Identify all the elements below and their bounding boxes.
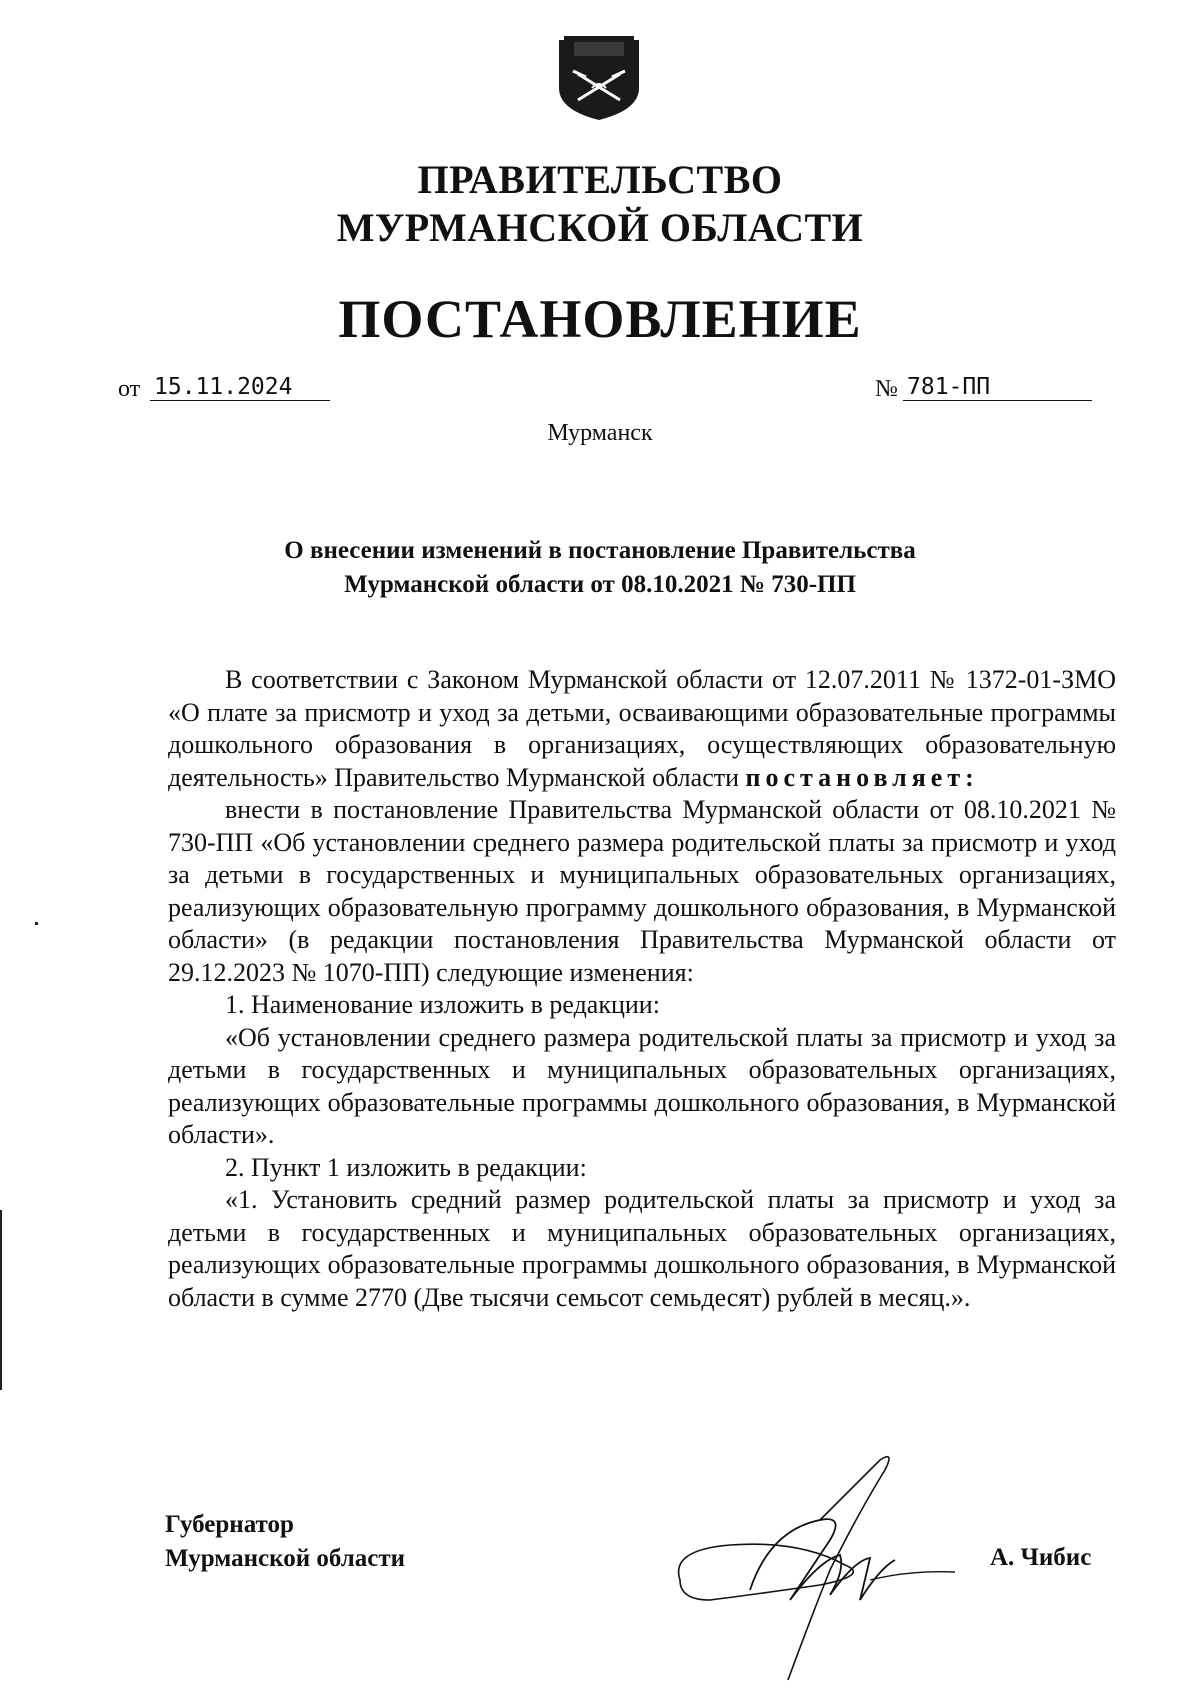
subject-line2: Мурманской области от 08.10.2021 № 730-ПП: [344, 571, 856, 598]
paragraph-item-2-text: «1. Установить средний размер родительской платы за присмотр и уход за детьми в государственных и муниципальных образовательных организациях, реализующих образовательные программы дошкольного образования, в Мурманской области в сумме 2770 (Две тысячи семьсот семьдесят) рублей в месяц.».: [168, 1185, 1116, 1312]
paragraph-amendment: внести в постановление Правительства Мурманской области от 08.10.2021 № 730-ПП «Об установлении среднего размера родительской платы за присмотр и уход за детьми в государственных и муниципальных образовательных организациях, реализующих образовательную программу дошкольного образования, в Мурманской области» (в редакции постановления Правительства Мурманской области от 29.12.2023 № 1070-ПП) следующие изменения:: [168, 795, 1116, 987]
coat-of-arms-icon: [556, 30, 642, 122]
signature-image: [670, 1450, 960, 1690]
document-type: ПОСТАНОВЛЕНИЕ: [338, 289, 862, 349]
preamble-text: В соответствии с Законом Мурманской области от 12.07.2011 № 1372-01-ЗМО «О плате за присмотр и уход за детьми, осваивающими образовательные программы дошкольного образования в организациях, осуществляющих образовательную деятельность» Правительство Мурманской области: [168, 665, 1116, 792]
scan-dot: [35, 922, 38, 925]
org-name-line1: ПРАВИТЕЛЬСТВО: [417, 157, 783, 202]
subject-line1: О внесении изменений в постановление Правительства: [284, 537, 916, 564]
document-body: [168, 664, 1116, 1314]
number-prefix: №: [875, 376, 898, 402]
scan-edge-mark: [0, 1210, 2, 1390]
signatory-name: А. Чибис: [990, 1544, 1092, 1571]
city: Мурманск: [547, 420, 653, 446]
paragraph-item-1-text: «Об установлении среднего размера родительской платы за присмотр и уход за детьми в государственных и муниципальных образовательных организациях, реализующих образовательные программы дошкольного образования, в Мурманской области».: [168, 1022, 1116, 1149]
signatory-title-line2: Мурманской области: [165, 1545, 406, 1572]
paragraph-item-1: 1. Наименование изложить в редакции:: [225, 990, 660, 1019]
document-date: 15.11.2024: [150, 374, 330, 401]
date-prefix: от: [118, 376, 141, 402]
paragraph-preamble: [168, 664, 1116, 794]
org-name-line2: МУРМАНСКОЙ ОБЛАСТИ: [336, 205, 864, 250]
resolves-word: постановляет:: [745, 762, 979, 792]
document-subject: [180, 534, 1020, 602]
signatory-title: [165, 1508, 405, 1576]
signatory-title-line1: Губернатор: [165, 1511, 294, 1538]
document-number: 781-ПП: [903, 374, 1092, 401]
paragraph-item-2: 2. Пункт 1 изложить в редакции:: [225, 1152, 587, 1182]
